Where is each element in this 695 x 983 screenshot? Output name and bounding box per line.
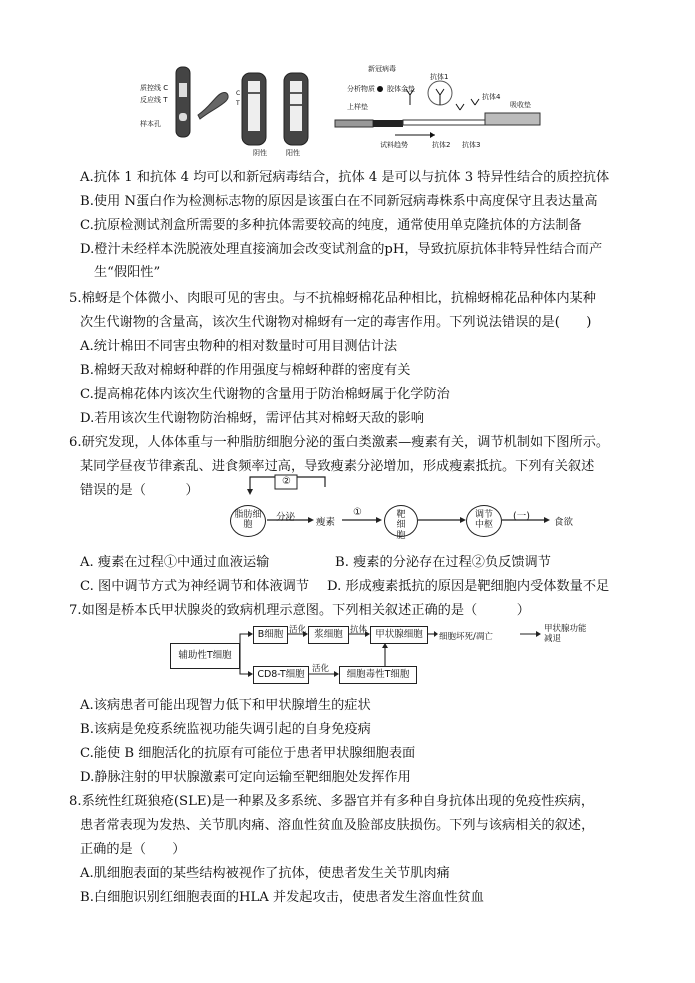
leptin-step1: ① [353, 507, 362, 518]
target-cell-node: 靶细胞 [384, 505, 418, 537]
cassette-label-c: 质控线 C [140, 84, 169, 92]
hypothyroid-result: 甲状腺功能减退 [544, 624, 587, 645]
q7-stem: 7.如图是桥本氏甲状腺炎的致病机理示意图。下列相关叙述正确的是（ ） [69, 603, 530, 618]
q7-option-d: D.静脉注射的甲状腺激素可定向运输至靶细胞处发挥作用 [80, 770, 411, 785]
q4-option-d-cont: 生“假阳性” [94, 265, 161, 280]
result-negative: 阴性 [253, 149, 267, 157]
q8-option-b: B.白细胞识别红细胞表面的HLA 并发起攻击，使患者发生溶血性贫血 [80, 890, 484, 905]
leptin-node: 瘦素 [316, 517, 336, 528]
q7-option-a: A.该病患者可能出现智力低下和甲状腺增生的症状 [80, 698, 371, 713]
strip-c-label: C [236, 90, 241, 97]
q5-option-c: C.提高棉花体内该次生代谢物的含量用于防治棉蚜属于化学防治 [80, 387, 450, 402]
secrete-label: 分泌 [276, 512, 296, 523]
q4-option-c: C.抗原检测试剂盒所需要的多种抗体需要较高的纯度，通常使用单克隆抗体的方法制备 [80, 218, 582, 233]
b-cell: B细胞 [253, 626, 288, 644]
q5-stem-1: 5.棉蚜是个体微小、肉眼可见的害虫。与不抗棉蚜棉花品种相比，抗棉蚜棉花品种体内某种 [69, 291, 596, 306]
label-upper-pad: 上样垫 [347, 103, 368, 111]
q6-option-a: A. 瘦素在过程①中通过血液运输 [80, 555, 270, 570]
plasma-cell: 浆细胞 [308, 626, 349, 644]
activate-label-1: 活化 [289, 625, 307, 635]
cytotoxic-t-cell: 细胞毒性T细胞 [339, 666, 417, 684]
activate-label-2: 活化 [312, 664, 330, 674]
fat-cell-node: 脂肪细胞 [230, 505, 266, 537]
q4-option-a: A.抗体 1 和抗体 4 均可以和新冠病毒结合，抗体 4 是可以与抗体 3 特异性结合的质控抗体 [80, 170, 610, 185]
label-antibody3: 抗体3 [462, 141, 481, 149]
strip-t-label: T [236, 100, 240, 107]
q6-stem-2: 某同学昼夜节律紊乱、进食频率过高，导致瘦素分泌增加，形成瘦素抵抗。下列有关叙述 [80, 459, 595, 474]
label-absorb-pad: 吸收垫 [510, 101, 531, 109]
cassette-label-t: 反应线 T [140, 96, 168, 104]
q6-option-b: B. 瘦素的分泌存在过程②负反馈调节 [335, 555, 551, 570]
q6-stem-1: 6.研究发现，人体体重与一种脂肪细胞分泌的蛋白类激素—瘦素有关，调节机制如下图所示。 [69, 435, 610, 450]
label-antibody1: 抗体1 [430, 73, 449, 81]
q8-option-a: A.肌细胞表面的某些结构被视作了抗体，使患者发生关节肌肉痛 [80, 866, 450, 881]
label-virus: 新冠病毒 [368, 65, 396, 73]
q5-stem-2: 次生代谢物的含量高，该次生代谢物对棉蚜有一定的毒害作用。下列说法错误的是( ) [80, 315, 592, 330]
q4-option-d: D.橙汁未经样本洗脱液处理直接滴加会改变试剂盒的pH，导致抗原抗体非特异性结合而产 [80, 242, 603, 257]
q6-stem-3: 错误的是（ ） [80, 483, 199, 498]
result-positive: 阳性 [286, 149, 300, 157]
cd8-t-cell: CD8-T细胞 [253, 666, 309, 684]
helper-t-cell: 辅助性T细胞 [170, 643, 240, 669]
label-gold-pad: 胶体金垫 [387, 85, 415, 93]
q5-option-a: A.统计棉田不同害虫物种的相对数量时可用目测估计法 [80, 339, 398, 354]
q6-option-d: D. 形成瘦素抵抗的原因是靶细胞内受体数量不足 [327, 579, 610, 594]
q5-option-d: D.若用该次生代谢物防治棉蚜，需评估其对棉蚜天敌的影响 [80, 411, 424, 426]
q8-stem-2: 患者常表现为发热、关节肌肉痛、溶血性贫血及脸部皮肤损伤。下列与该病相关的叙述， [80, 818, 595, 833]
q8-stem-3: 正确的是（ ） [80, 842, 186, 857]
q6-option-c: C. 图中调节方式为神经调节和体液调节 [80, 579, 310, 594]
q4-option-b: B.使用 N蛋白作为检测标志物的原因是该蛋白在不同新冠病毒株系中高度保守且表达量高 [80, 194, 598, 209]
damage-label: 细胞坏死/凋亡 [439, 632, 493, 642]
label-antibody2: 抗体2 [432, 141, 451, 149]
q7-option-c: C.能使 B 细胞活化的抗原有可能位于患者甲状腺细胞表面 [80, 746, 416, 761]
regulation-center-node: 调节中枢 [466, 505, 502, 537]
label-flow: 试料趋势 [380, 141, 408, 149]
inhibit-label: (一) [513, 511, 530, 522]
thyroid-cell: 甲状腺细胞 [370, 626, 428, 644]
cassette-label-sample: 样本孔 [140, 120, 161, 128]
q5-option-b: B.棉蚜天敌对棉蚜种群的作用强度与棉蚜种群的密度有关 [80, 363, 411, 378]
leptin-step2: ② [282, 476, 291, 487]
label-sample-agent: 分析物质 [347, 85, 375, 93]
q8-stem-1: 8.系统性红斑狼疮(SLE)是一种累及多系统、多器官并有多种自身抗体出现的免疫性疾病， [69, 794, 595, 809]
q7-option-b: B.该病是免疫系统监视功能失调引起的自身免疫病 [80, 722, 371, 737]
appetite-node: 食欲 [554, 517, 574, 528]
antibody-label: 抗体 [350, 625, 368, 635]
label-antibody4: 抗体4 [482, 93, 501, 101]
